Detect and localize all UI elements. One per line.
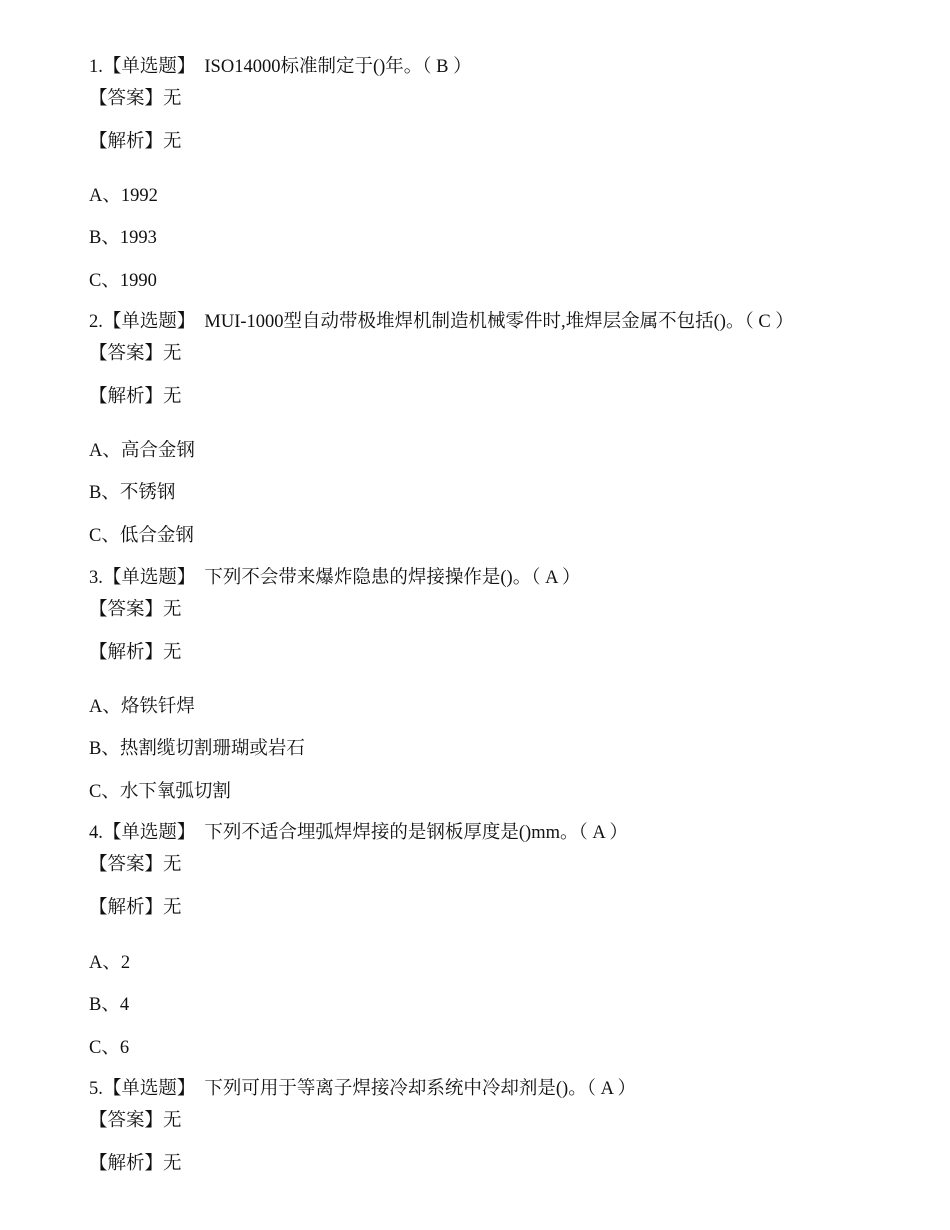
question-1-answer: 【答案】无 (89, 89, 182, 109)
question-2-option-a: A、高合金钢 (89, 441, 195, 461)
question-3-analysis: 【解析】无 (89, 643, 182, 663)
question-2-option-b: B、不锈钢 (89, 483, 176, 503)
question-1-option-c: C、1990 (89, 271, 157, 291)
question-3-title (89, 566, 581, 590)
question-text: 下列不会带来爆炸隐患的焊接操作是()。（ A ） (204, 568, 581, 588)
question-number: 4. (89, 823, 103, 843)
question-text: MUI-1000型自动带极堆焊机制造机械零件时,堆焊层金属不包括()。（ C ） (204, 312, 794, 332)
question-4-title (89, 821, 628, 845)
question-text: 下列不适合埋弧焊焊接的是钢板厚度是()mm。（ A ） (204, 823, 628, 843)
question-2-analysis: 【解析】无 (89, 387, 182, 407)
question-5-analysis: 【解析】无 (89, 1154, 182, 1174)
question-4-option-a: A、2 (89, 953, 131, 973)
question-3-option-b: B、热割缆切割珊瑚或岩石 (89, 739, 305, 759)
question-text: ISO14000标准制定于()年。（ B ） (204, 57, 472, 77)
question-4-analysis: 【解析】无 (89, 898, 182, 918)
question-5-title (89, 1077, 636, 1101)
question-number: 3. (89, 568, 103, 588)
question-number: 1. (89, 57, 103, 77)
question-type: 【单选题】 (102, 57, 196, 77)
question-type: 【单选题】 (102, 823, 196, 843)
question-type: 【单选题】 (102, 568, 196, 588)
question-5-answer: 【答案】无 (89, 1111, 182, 1131)
question-text: 下列可用于等离子焊接冷却系统中冷却剂是()。（ A ） (204, 1079, 637, 1099)
question-4-option-c: C、6 (89, 1038, 130, 1058)
question-type: 【单选题】 (102, 1079, 196, 1099)
question-1-option-a: A、1992 (89, 186, 158, 206)
question-1-title (89, 55, 472, 79)
question-3-option-a: A、烙铁钎焊 (89, 697, 195, 717)
question-number: 2. (89, 312, 103, 332)
question-type: 【单选题】 (102, 312, 196, 332)
question-4-option-b: B、4 (89, 995, 130, 1015)
question-number: 5. (89, 1079, 103, 1099)
question-3-answer: 【答案】无 (89, 600, 182, 620)
question-4-answer: 【答案】无 (89, 855, 182, 875)
question-3-option-c: C、水下氧弧切割 (89, 782, 231, 802)
question-2-answer: 【答案】无 (89, 344, 182, 364)
question-1-option-b: B、1993 (89, 228, 157, 248)
question-2-title (89, 310, 794, 334)
question-1-analysis: 【解析】无 (89, 132, 182, 152)
question-2-option-c: C、低合金钢 (89, 526, 194, 546)
